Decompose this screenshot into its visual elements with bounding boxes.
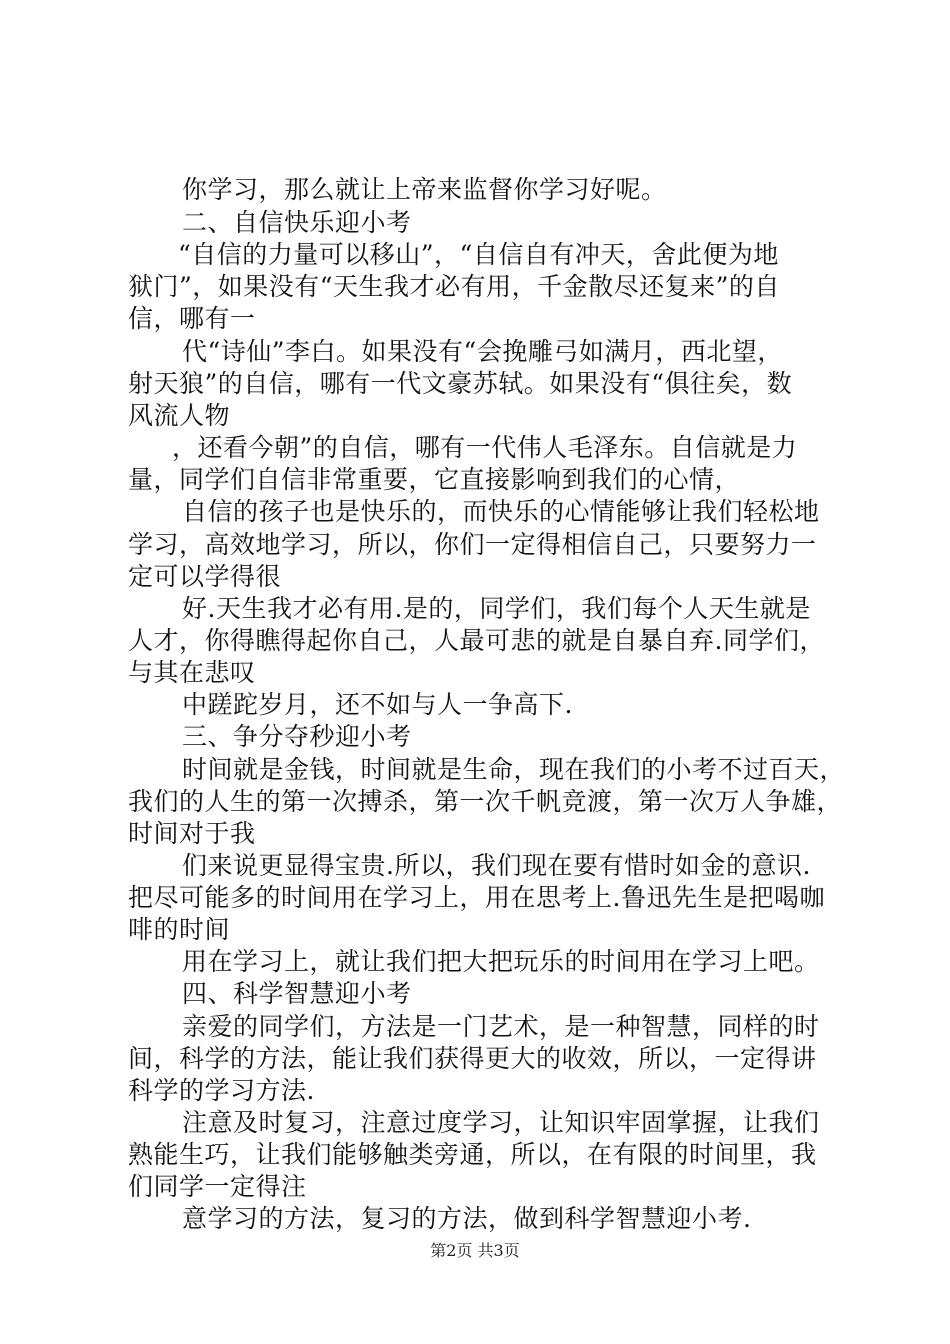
page-footer: 第2页 共3页 xyxy=(430,1241,520,1260)
text-line: 熟能生巧，让我们能够触类旁通，所以，在有限的时间里，我 xyxy=(128,1140,817,1169)
text-line: 好.天生我才必有用.是的，同学们，我们每个人天生就是 xyxy=(182,594,811,623)
text-line: 人才，你得瞧得起你自己，人最可悲的就是自暴自弃.同学们， xyxy=(128,626,825,655)
text-line: 射天狼”的自信，哪有一代文豪苏轼。如果没有“俱往矣，数 xyxy=(128,369,793,398)
text-line: 科学的学习方法. xyxy=(128,1076,315,1105)
text-line: 定可以学得很 xyxy=(128,562,282,591)
text-line: 间，科学的方法，能让我们获得更大的收效，所以，一定得讲 xyxy=(128,1044,817,1073)
text-line: 啡的时间 xyxy=(128,915,231,944)
section-heading: 三、争分夺秒迎小考 xyxy=(182,722,412,751)
text-line: 代“诗仙”李白。如果没有“会挽雕弓如满月，西北望， xyxy=(182,337,783,366)
text-line: 时间就是金钱，时间就是生命，现在我们的小考不过百天， xyxy=(182,755,846,784)
text-line: 与其在悲叹 xyxy=(128,658,256,687)
text-line: 中蹉跎岁月，还不如与人一争高下. xyxy=(182,690,573,719)
text-line: 注意及时复习，注意过度学习，让知识牢固掌握，让我们 xyxy=(182,1108,820,1137)
text-line: 亲爱的同学们，方法是一门艺术，是一种智慧，同样的时 xyxy=(182,1012,820,1041)
text-line: 时间对于我 xyxy=(128,819,256,848)
text-line: 自信的孩子也是快乐的，而快乐的心情能够让我们轻松地 xyxy=(182,497,820,526)
text-line: 风流人物 xyxy=(128,401,231,430)
text-line: 信，哪有一 xyxy=(128,304,256,333)
section-heading: 二、自信快乐迎小考 xyxy=(182,208,412,237)
text-line: 意学习的方法，复习的方法，做到科学智慧迎小考. xyxy=(182,1204,752,1233)
text-line: 你学习，那么就让上帝来监督你学习好呢。 xyxy=(182,175,667,204)
text-line: “自信的力量可以移山”，“自信自有冲天，舍此便为地 xyxy=(178,240,779,269)
text-line: 们同学一定得注 xyxy=(128,1172,307,1201)
text-line: 把尽可能多的时间用在学习上，用在思考上.鲁迅先生是把喝咖 xyxy=(128,883,825,912)
text-line: 我们的人生的第一次搏杀，第一次千帆竞渡，第一次万人争雄， xyxy=(128,787,843,816)
text-line: ，还看今朝”的自信，哪有一代伟人毛泽东。自信就是力 xyxy=(172,433,798,462)
text-line: 用在学习上，就让我们把大把玩乐的时间用在学习上吧。 xyxy=(182,947,820,976)
text-line: 狱门”，如果没有“天生我才必有用，千金散尽还复来”的自 xyxy=(128,272,780,301)
text-line: 量，同学们自信非常重要，它直接影响到我们的心情， xyxy=(128,465,741,494)
text-line: 学习，高效地学习，所以，你们一定得相信自己，只要努力一 xyxy=(128,530,817,559)
text-line: 们来说更显得宝贵.所以，我们现在要有惜时如金的意识. xyxy=(182,851,811,880)
section-heading: 四、科学智慧迎小考 xyxy=(182,979,412,1008)
